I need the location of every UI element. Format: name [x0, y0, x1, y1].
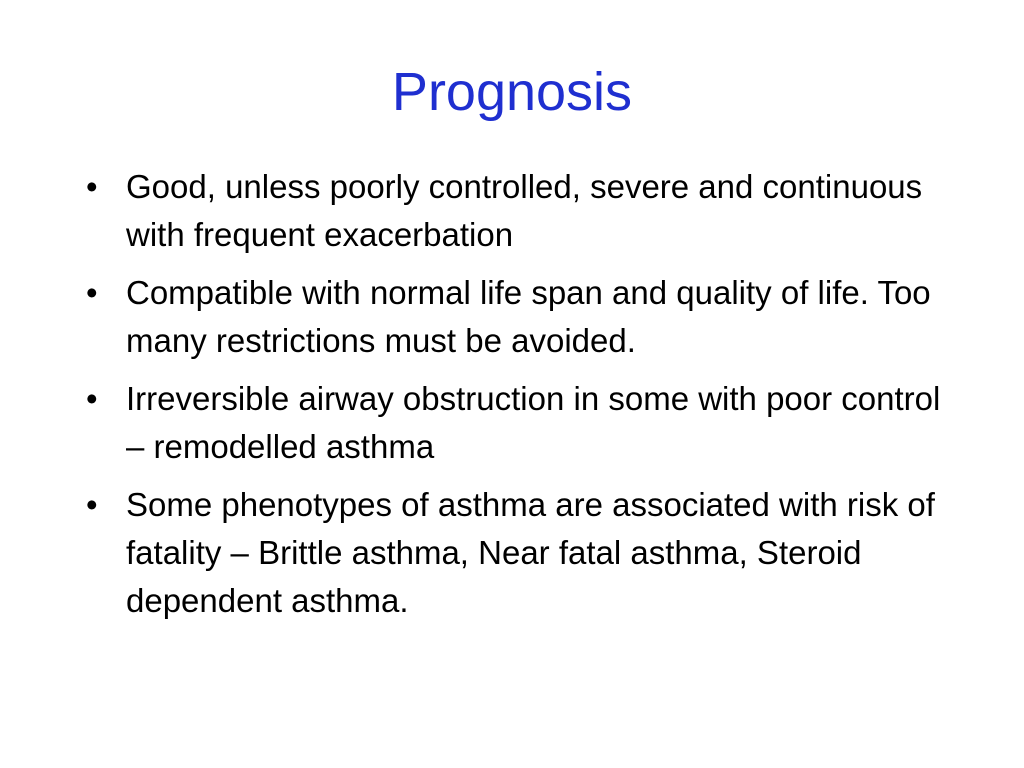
bullet-text: Compatible with normal life span and quality of life. Too many restrictions must be avoided. [126, 274, 931, 359]
bullet-item [85, 481, 945, 625]
bullet-dot-icon: • [86, 380, 98, 417]
bullet-dot-icon: • [86, 168, 98, 205]
bullet-item [85, 163, 945, 259]
bullet-text: Irreversible airway obstruction in some with poor control – remodelled asthma [126, 380, 941, 465]
bullet-text: Good, unless poorly controlled, severe and continuous with frequent exacerbation [126, 168, 923, 253]
bullet-dot-icon: • [86, 486, 98, 523]
bullet-item [85, 269, 945, 365]
bullet-text: Some phenotypes of asthma are associated with risk of fatality – Brittle asthma, Near fatal asthma, Steroid dependent asthma. [126, 486, 935, 619]
bullet-dot-icon: • [86, 274, 98, 311]
bullet-list [85, 163, 945, 635]
bullet-item [85, 375, 945, 471]
slide-title: Prognosis [391, 62, 633, 122]
